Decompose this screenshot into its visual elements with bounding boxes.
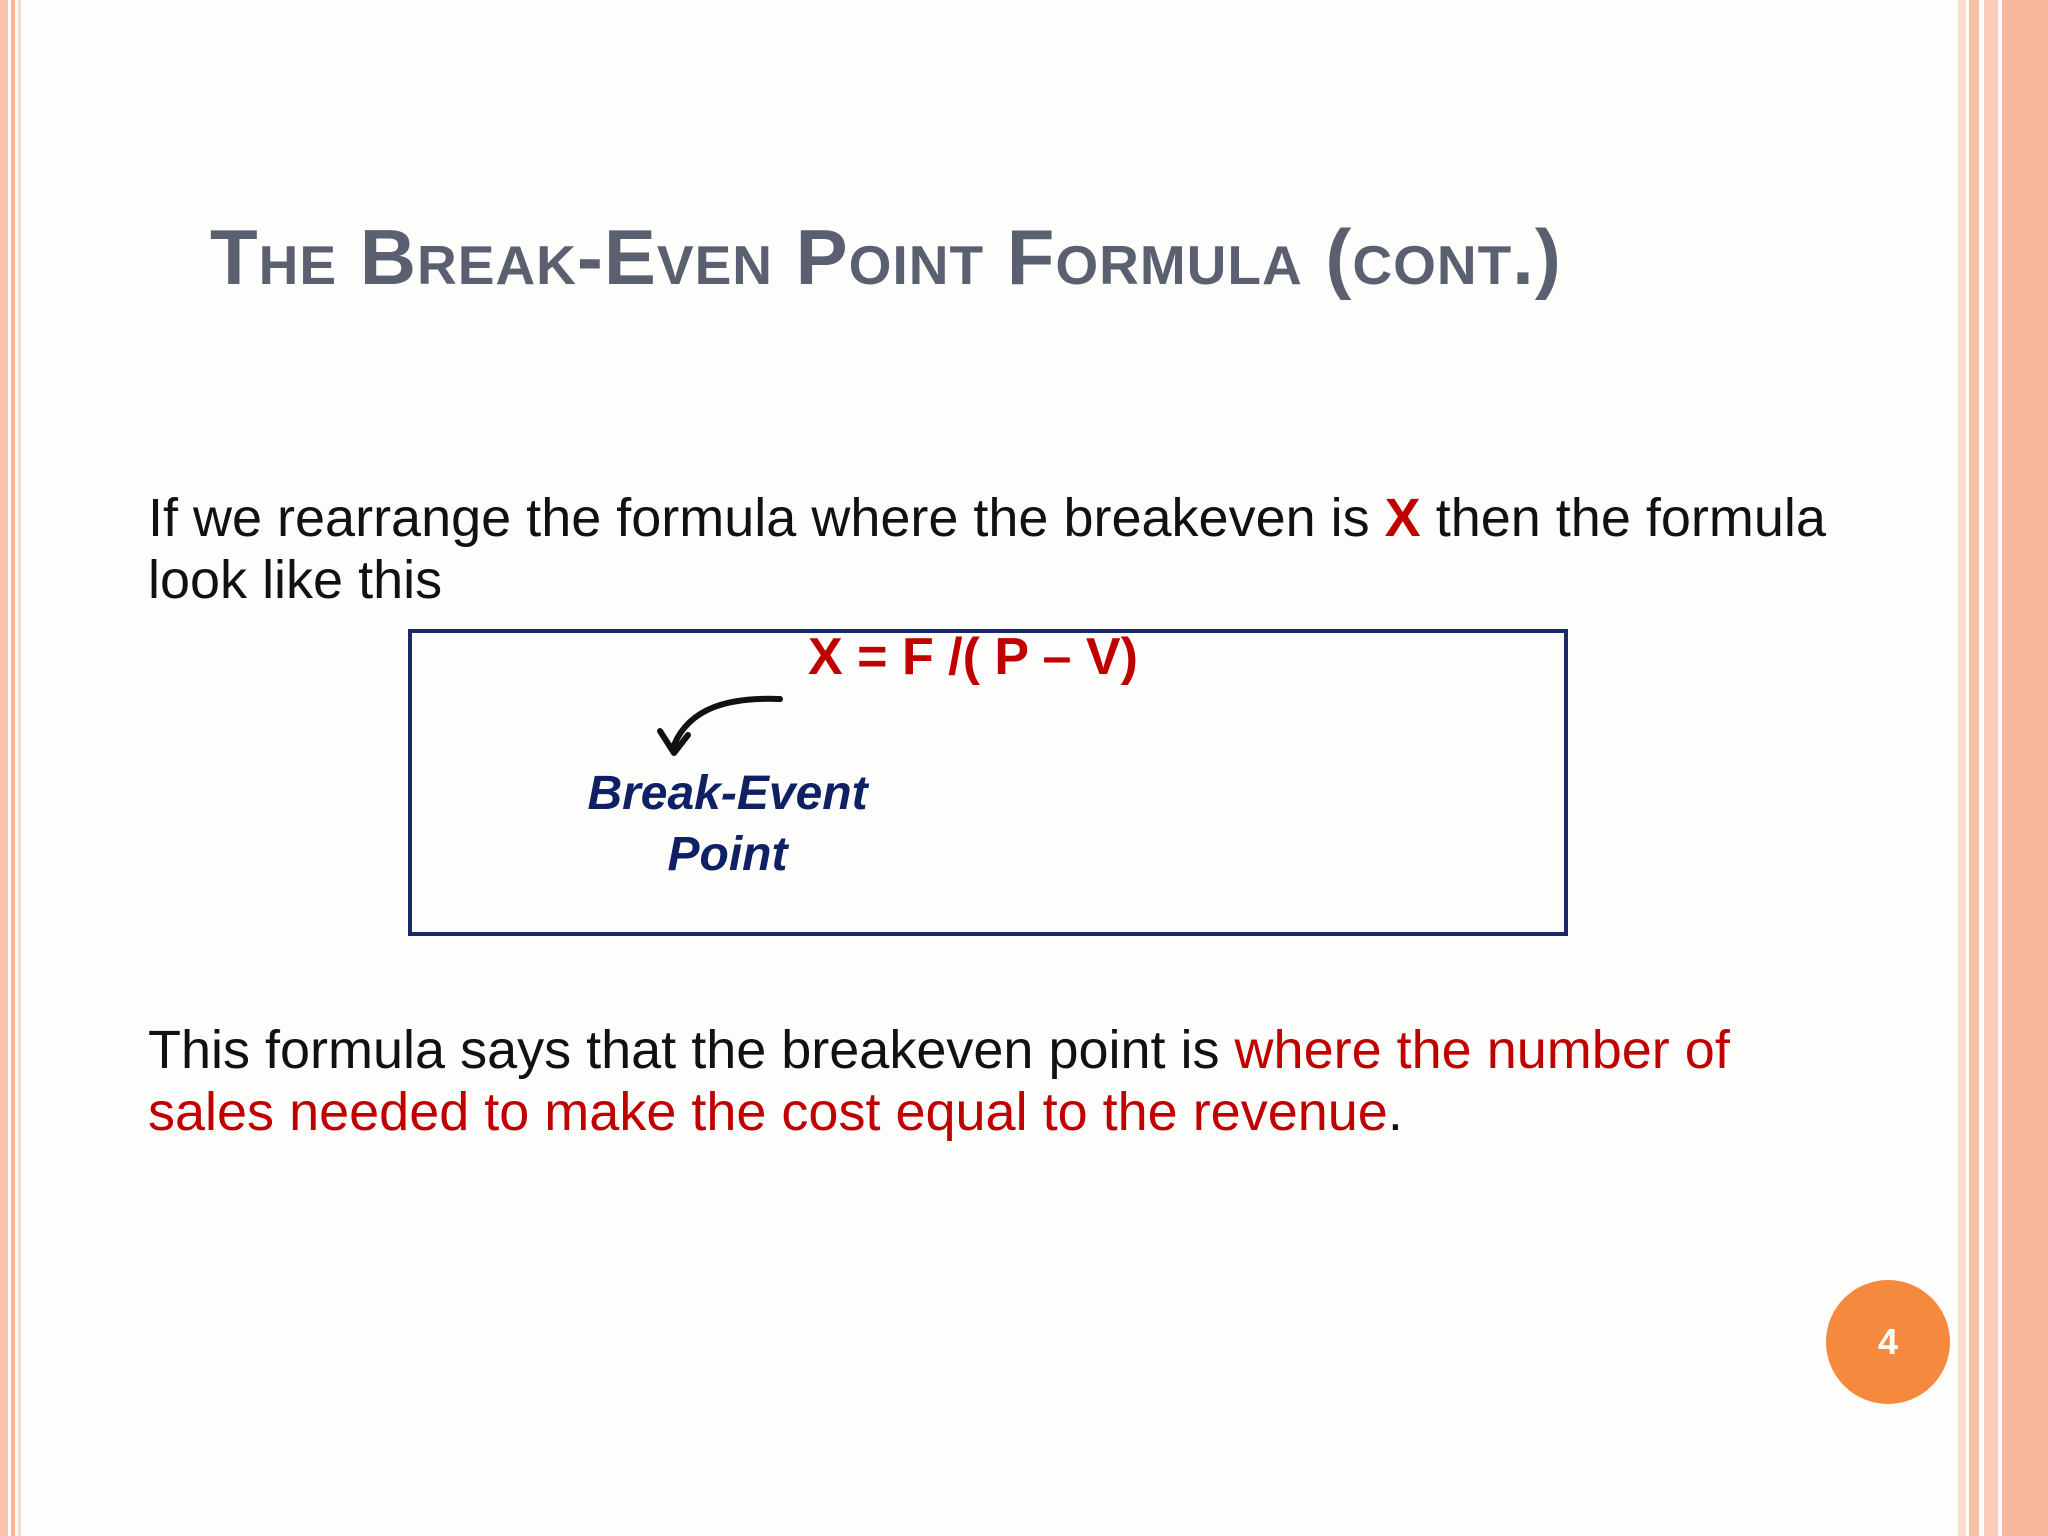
explanation-highlight: where the number of sales needed to make the cost equal to the revenue — [148, 1020, 1730, 1142]
intro-paragraph — [148, 487, 1848, 611]
page-number-badge: 4 — [1826, 1280, 1950, 1404]
intro-text-end: then the formula look like this — [148, 488, 1826, 610]
break-even-point-label: Break-Event Point — [587, 767, 868, 881]
explanation-text: This formula says that the breakeven point is — [148, 1020, 1235, 1080]
left-border-stripe — [11, 0, 15, 1536]
variable-x: X — [1384, 488, 1421, 548]
explanation-period: . — [1387, 1082, 1403, 1142]
right-border-stripe — [1984, 0, 1998, 1536]
left-border-stripe — [18, 0, 21, 1536]
left-border-stripe — [0, 0, 8, 1536]
right-border-stripe — [1969, 0, 1979, 1536]
slide-title: The Break-Even Point Formula (cont.) — [210, 213, 1562, 301]
right-border-stripe — [2002, 0, 2048, 1536]
intro-text: If we rearrange the formula where the breakeven is — [148, 488, 1385, 548]
right-border-stripe — [1958, 0, 1966, 1536]
breakeven-formula: X = F /( P – V) — [808, 628, 1138, 686]
explanation-paragraph — [148, 1019, 1848, 1143]
